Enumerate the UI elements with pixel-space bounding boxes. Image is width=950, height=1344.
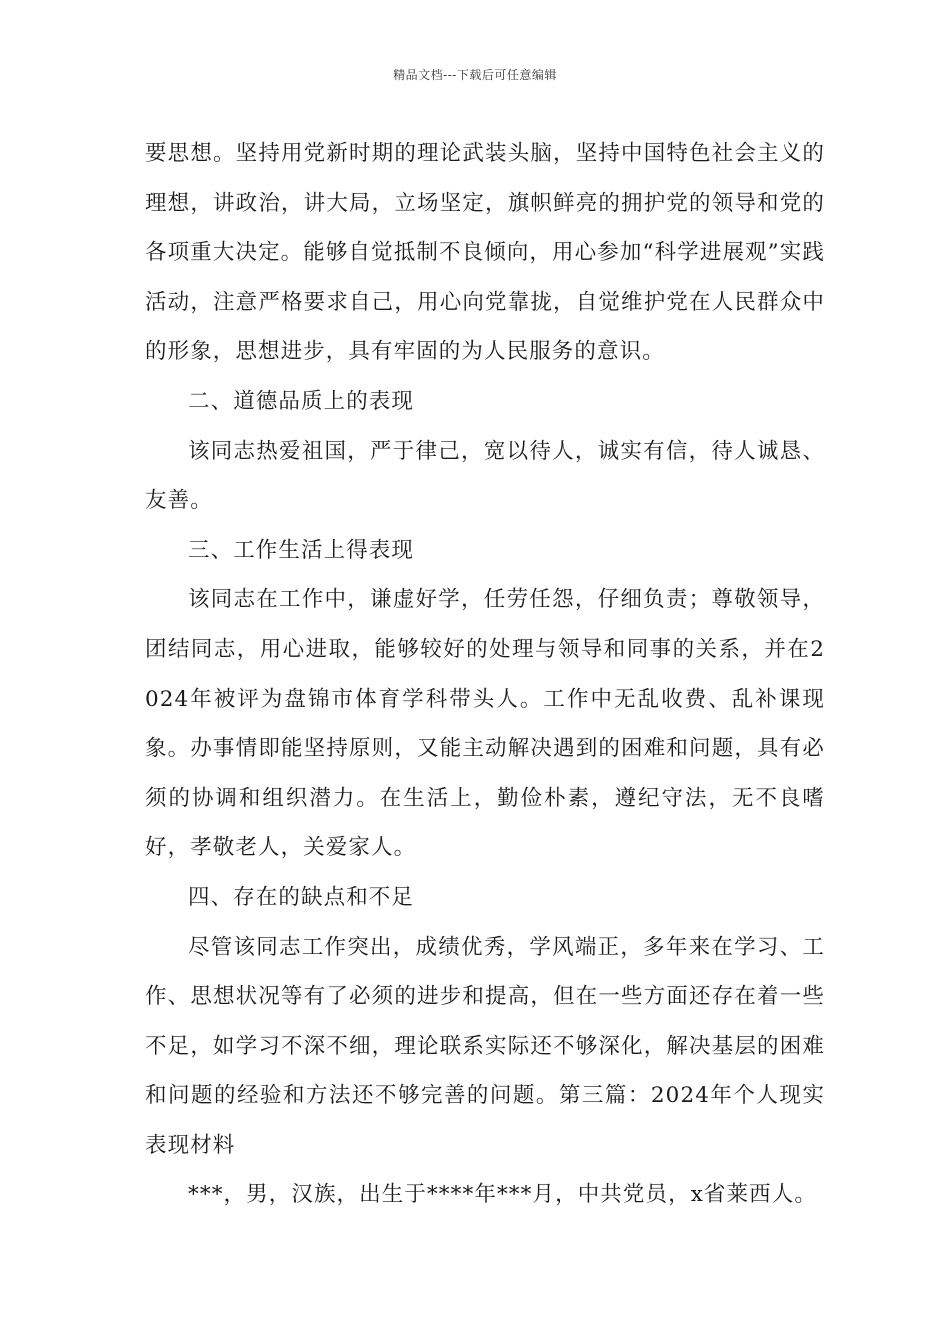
paragraph-moral-quality: 该同志热爱祖国，严于律己，宽以待人，诚实有信，待人诚恳、友善。: [145, 438, 825, 514]
document-body: [145, 129, 825, 1220]
paragraph-personal-info: ***，男，汉族，出生于****年***月，中共党员，x省莱西人。: [188, 1182, 817, 1208]
section-heading-moral-quality: 二、道德品质上的表现: [188, 388, 415, 414]
section-heading-work-life: 三、工作生活上得表现: [188, 537, 415, 563]
section-heading-shortcomings: 四、存在的缺点和不足: [188, 884, 415, 910]
paragraph-shortcomings: 尽管该同志工作突出，成绩优秀，学风端正，多年来在学习、工作、思想状况等有了必须的进步和提高，但在一些方面还存在着一些不足，如学习不深不细，理论联系实际还不够深化，解决基层的困难和问题的经验和方法还不够完善的问题。第三篇：2024年个人现实表现材料: [145, 934, 825, 1158]
paragraph-continuation: 要思想。坚持用党新时期的理论武装头脑，坚持中国特色社会主义的理想，讲政治，讲大局，立场坚定，旗帜鲜亮的拥护党的领导和党的各项重大决定。能够自觉抵制不良倾向，用心参加“科学进展观”实践活动，注意严格要求自己，用心向党靠拢，自觉维护党在人民群众中的形象，思想进步，具有牢固的为人民服务的意识。: [145, 141, 825, 365]
paragraph-work-life: 该同志在工作中，谦虚好学，任劳任怨，仔细负责；尊敬领导，团结同志，用心进取，能够较好的处理与领导和同事的关系，并在2024年被评为盘锦市体育学科带头人。工作中无乱收费、乱补课现象。办事情即能坚持原则，又能主动解决遇到的困难和问题，具有必须的协调和组织潜力。在生活上，勤俭朴素，遵纪守法，无不良嗜好，孝敬老人，关爱家人。: [145, 587, 825, 861]
page-header: 精品文档---下载后可任意编辑: [393, 68, 557, 82]
